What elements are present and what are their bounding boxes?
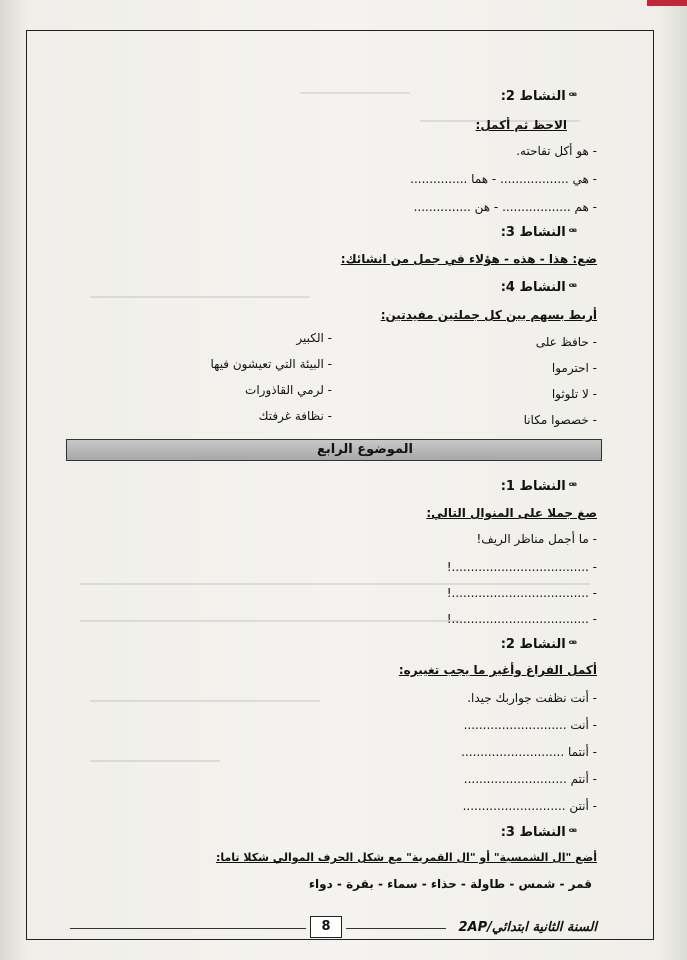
activity-4-title: ꟹالنشاط 4: [500,280,577,295]
activity-2-line: - هو أكل تفاحته. [516,144,597,158]
activity-4-instruction: أربط بسهم بين كل جملتين مفيدتين: [380,308,597,322]
topic4-activity-1-line: - ....................................! [446,586,597,600]
activity-2-title: ꟹالنشاط 2: [500,89,577,104]
match-left-item: - نظافة غرفتك [258,409,332,423]
topic4-activity-2-line: - أنت ........................... [463,718,597,732]
topic4-activity-1-instruction: صغ جملا على المنوال التالي: [426,506,597,520]
topic4-activity-2-line: - أنتن ........................... [462,799,597,813]
activity-bullet-icon: ꟹ [568,825,577,839]
topic4-activity-2-instruction: أكمل الفراغ وأغير ما يجب تغييره: [398,663,597,677]
page-number: 8 [310,916,342,938]
match-right-item: - احترموا [551,361,597,375]
match-left-item: - البيئة التي تعيشون فيها [210,357,332,371]
activity-bullet-icon: ꟹ [568,280,577,294]
footer-level-label: السنة الثانية ابتدائي/2AP [458,920,597,935]
bleed-through-line [300,92,410,94]
activity-bullet-icon: ꟹ [568,479,577,493]
activity-bullet-icon: ꟹ [568,225,577,239]
activity-3-instruction: ضع: هذا - هذه - هؤلاء في جمل من انشائك: [340,252,597,266]
topic4-activity-2-line: - أنتم ........................... [463,772,597,786]
topic4-activity-3-words: قمر - شمس - طاولة - حذاء - سماء - بقرة - دواء [308,877,592,891]
bleed-through-line [90,760,220,762]
bleed-through-line [80,620,460,622]
bleed-through-line [90,296,310,298]
match-right-item: - خصصوا مكانا [523,413,597,427]
activity-bullet-icon: ꟹ [568,89,577,103]
match-right-item: - حافظ على [535,335,597,349]
activity-2-line: - هم .................. - هن ............... [413,200,597,214]
bleed-through-line [90,700,320,702]
topic4-activity-1-line: - ما أجمل مناظر الريف! [476,532,597,546]
topic4-activity-2-title: ꟹالنشاط 2: [500,637,577,652]
topic4-activity-2-line: - أنت نظفت جواربك جيدا. [467,691,597,705]
topic4-activity-1-line: - ....................................! [446,612,597,626]
activity-bullet-icon: ꟹ [568,637,577,651]
match-right-item: - لا تلوثوا [551,387,597,401]
topic4-activity-1-line: - ....................................! [446,560,597,574]
footer-rule [346,928,446,929]
footer-rule [70,928,306,929]
activity-2-line: - هي .................. - هما ............... [410,172,597,186]
topic-banner [66,439,602,461]
activity-2-instruction: الاحظ ثم أكمل: [475,118,567,132]
topic4-activity-3-title: ꟹالنشاط 3: [500,825,577,840]
topic4-activity-2-line: - أنتما ........................... [461,745,597,759]
match-left-item: - الكبير [296,331,332,345]
topic4-activity-1-title: ꟹالنشاط 1: [500,479,577,494]
match-left-item: - لرمي القاذورات [245,383,332,397]
red-corner-mark [647,0,687,6]
topic4-activity-3-instruction: أضع "ال الشمسية" أو "ال القمرية" مع شكل الحرف الموالي شكلا تاما: [215,851,597,864]
activity-3-title: ꟹالنشاط 3: [500,225,577,240]
topic-banner-title: الموضوع الرابع [317,442,413,457]
